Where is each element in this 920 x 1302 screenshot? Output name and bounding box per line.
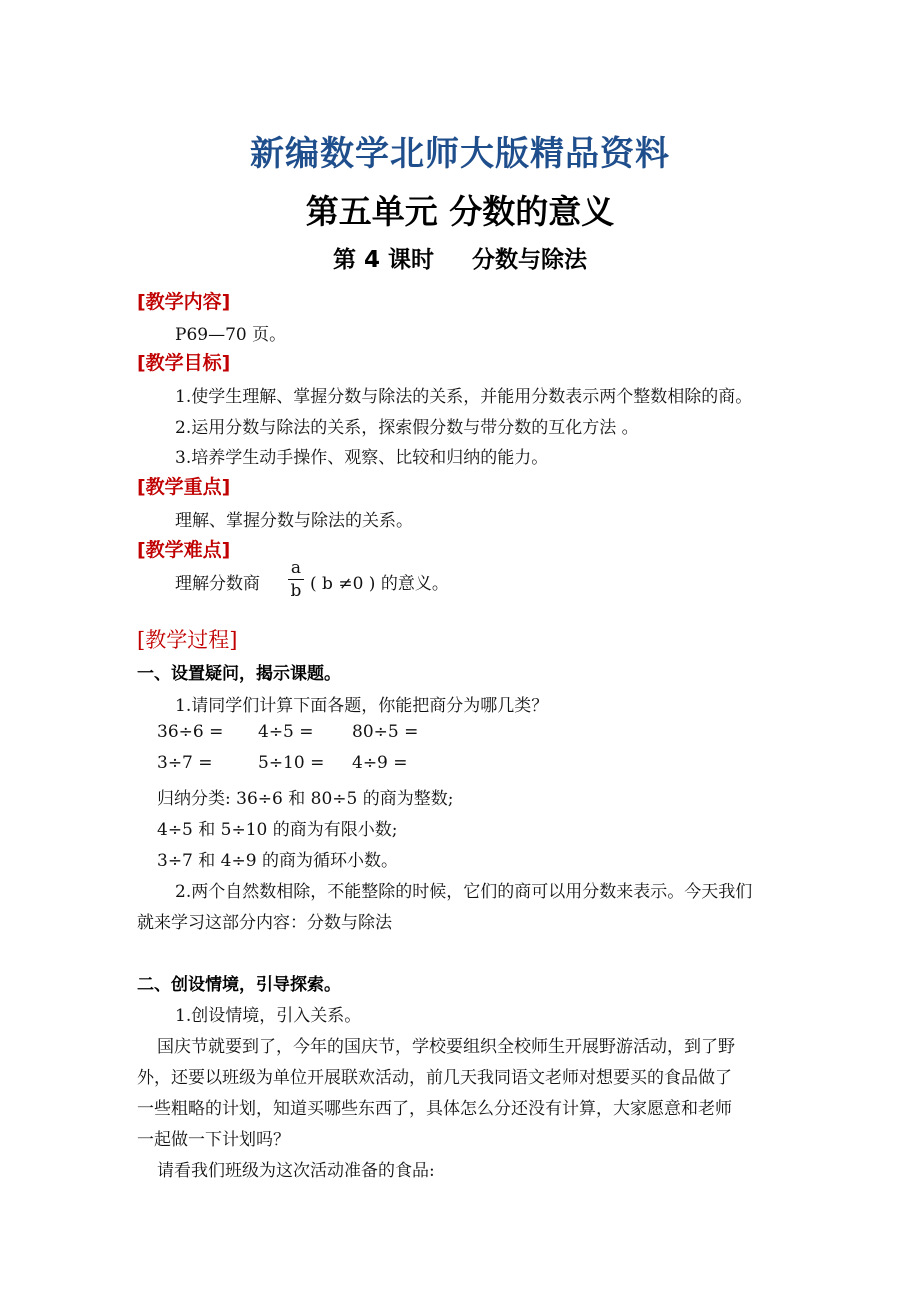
goal-item: 2.运用分数与除法的关系，探索假分数与带分数的互化方法 。 [175, 418, 639, 438]
paragraph-line: 2.两个自然数相除，不能整除的时候，它们的商可以用分数来表示。今天我们 [175, 882, 753, 902]
summary-line: 归纳分类: 36÷6 和 80÷5 的商为整数; [157, 789, 454, 809]
calc-item: 4÷9 = [352, 753, 408, 773]
summary-line: 4÷5 和 5÷10 的商为有限小数; [157, 820, 398, 840]
content-text: P69—70 页。 [175, 325, 287, 345]
brand-title: 新编数学北师大版精品资料 [250, 134, 670, 174]
section-process-heading: [教学过程] [137, 628, 238, 652]
section-difficulty-heading: [教学难点] [137, 539, 231, 561]
section-content-heading: [教学内容] [137, 291, 231, 313]
part1-question: 1.请同学们计算下面各题，你能把商分为哪几类？ [175, 696, 549, 716]
calc-item: 5÷10 = [258, 753, 325, 773]
paragraph-line: 请看我们班级为这次活动准备的食品: [157, 1161, 435, 1181]
section-key-heading: [教学重点] [137, 476, 231, 498]
lesson-name: 分数与除法 [472, 247, 588, 273]
key-text: 理解、掌握分数与除法的关系。 [175, 511, 413, 531]
lesson-title [0, 241, 920, 274]
calc-item: 3÷7 = [157, 753, 213, 773]
part1-heading: 一、设置疑问，揭示课题。 [137, 664, 341, 684]
part2-heading: 二、创设情境，引导探索。 [137, 975, 341, 995]
fraction-bar [288, 579, 304, 580]
fraction-numerator: a [290, 558, 302, 578]
paragraph-line: 外，还要以班级为单位开展联欢活动，前几天我同语文老师对想要买的食品做了 [137, 1068, 732, 1088]
goal-item: 1.使学生理解、掌握分数与除法的关系，并能用分数表示两个整数相除的商。 [175, 387, 753, 407]
difficulty-text-after: ( b ≠0 ) 的意义。 [310, 574, 449, 594]
fraction-denominator: b [290, 581, 302, 601]
paragraph-line: 国庆节就要到了，今年的国庆节，学校要组织全校师生开展野游活动，到了野 [157, 1037, 735, 1057]
paragraph-line: 就来学习这部分内容：分数与除法 [137, 913, 392, 933]
calc-item: 80÷5 = [352, 722, 419, 742]
part2-subheading: 1.创设情境，引入关系。 [175, 1006, 362, 1026]
summary-line: 3÷7 和 4÷9 的商为循环小数。 [157, 851, 398, 871]
calc-item: 36÷6 = [157, 722, 224, 742]
difficulty-text-before: 理解分数商 [175, 574, 260, 594]
calc-item: 4÷5 = [258, 722, 314, 742]
lesson-number: 第 4 课时 [332, 247, 435, 273]
goal-item: 3.培养学生动手操作、观察、比较和归纳的能力。 [175, 448, 549, 468]
unit-title: 第五单元 分数的意义 [305, 192, 615, 231]
fraction-a-over-b [288, 558, 304, 601]
paragraph-line: 一些粗略的计划，知道买哪些东西了，具体怎么分还没有计算，大家愿意和老师 [137, 1099, 732, 1119]
section-goals-heading: [教学目标] [137, 352, 231, 374]
paragraph-line: 一起做一下计划吗？ [137, 1130, 290, 1150]
